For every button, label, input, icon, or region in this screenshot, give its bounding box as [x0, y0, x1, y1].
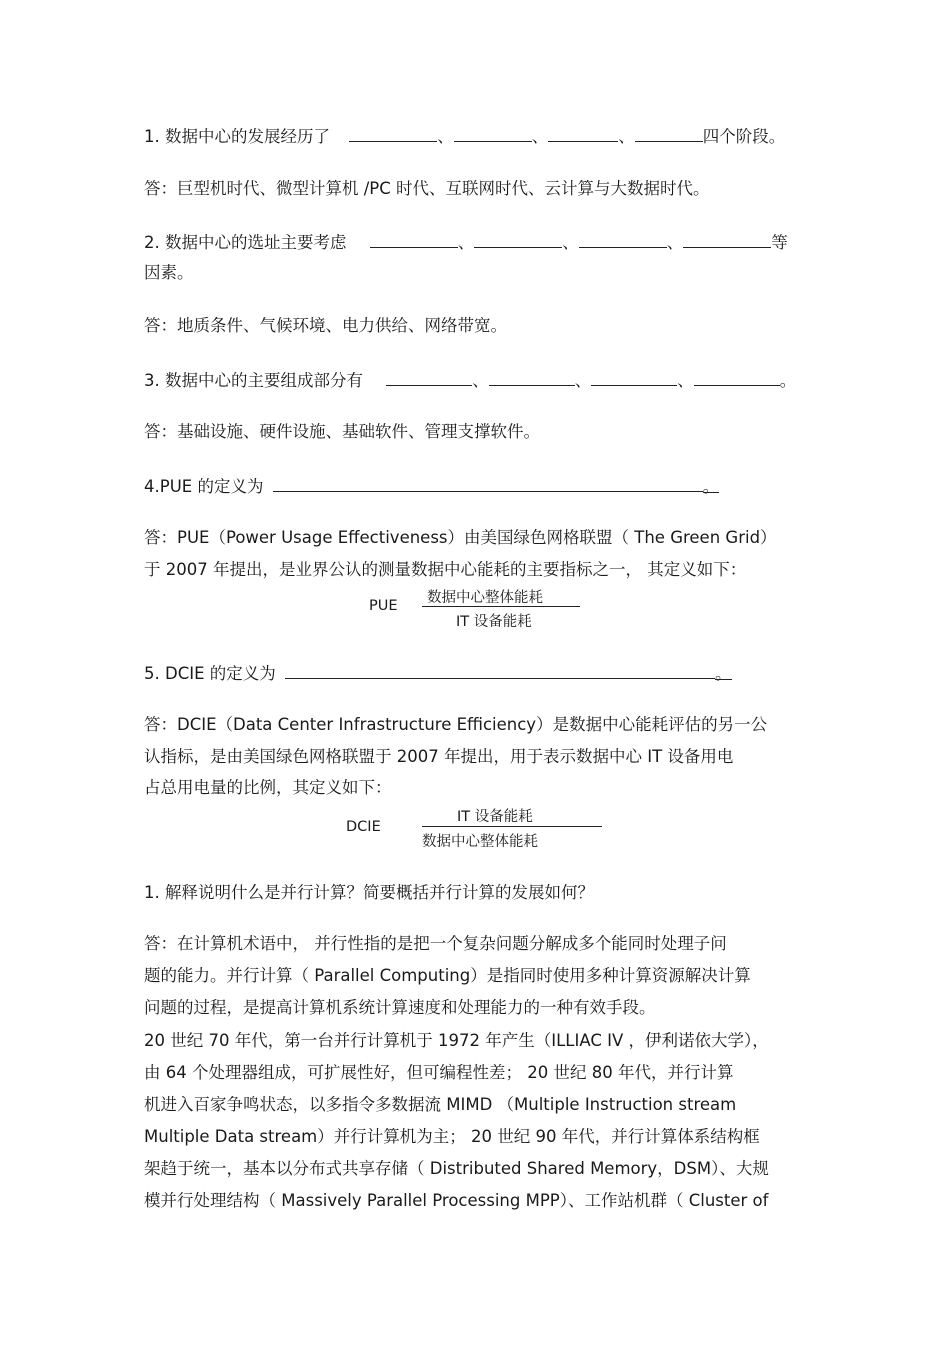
formula-numerator: IT 设备能耗 [457, 809, 533, 825]
separator: 、 [437, 127, 454, 146]
blank-field [694, 369, 780, 386]
question-1-lead: 1. 数据中心的发展经历了 [144, 127, 330, 146]
question-5 [144, 662, 732, 685]
separator: 、 [574, 371, 592, 390]
blank-field [386, 369, 472, 386]
formula-numerator: 数据中心整体能耗 [427, 590, 543, 606]
question-1 [144, 125, 785, 148]
question-3 [144, 369, 796, 392]
answer-6-line: 答：在计算机术语中， 并行性指的是把一个复杂问题分解成多个能同时处理子问 [144, 934, 727, 953]
question-4 [144, 475, 719, 498]
question-4-tail: 。 [702, 477, 720, 496]
separator: 、 [618, 127, 635, 146]
answer-6-line: Multiple Data stream）并行计算机为主； 20 世纪 90 年代，并行计算体系结构框 [144, 1127, 760, 1146]
question-5-tail: 。 [715, 664, 732, 683]
answer-6-line: 题的能力。并行计算（ Parallel Computing）是指同时使用多种计算资源解决计算 [144, 966, 751, 985]
blank-field [285, 662, 715, 679]
formula-denominator: IT 设备能耗 [456, 614, 532, 630]
blank-field [273, 475, 703, 492]
blank-field [683, 231, 771, 248]
answer-3: 答：基础设施、硬件设施、基础软件、管理支撑软件。 [144, 422, 540, 441]
question-2-lead: 2. 数据中心的选址主要考虑 [144, 233, 347, 252]
answer-6-line: 机进入百家争鸣状态，以多指令多数据流 MIMD （Multiple Instruction stream [144, 1095, 737, 1114]
fraction-bar [422, 606, 580, 607]
separator: 、 [472, 371, 489, 390]
blank-field [349, 125, 437, 142]
answer-6-line: 20 世纪 70 年代，第一台并行计算机于 1972 年产生（ILLIAC IV ，伊利诺依大学）， [144, 1031, 769, 1050]
question-6: 1. 解释说明什么是并行计算？简要概括并行计算的发展如何？ [144, 883, 594, 902]
separator: 、 [666, 233, 684, 252]
question-4-lead: 4.PUE 的定义为 [144, 477, 264, 496]
blank-field [579, 231, 667, 248]
formula-denominator: 数据中心整体能耗 [422, 834, 538, 850]
answer-5-line-3: 占总用电量的比例，其定义如下： [144, 778, 392, 797]
separator: 、 [562, 233, 579, 252]
question-1-tail: 四个阶段。 [702, 127, 786, 146]
fraction-bar [422, 826, 602, 827]
separator: 、 [531, 127, 549, 146]
answer-4-line-1: 答：PUE（Power Usage Effectiveness）由美国绿色网格联盟（ The Green Grid） [144, 528, 777, 547]
separator: 、 [457, 233, 475, 252]
answer-5-line-2: 认指标，是由美国绿色网格联盟于 2007 年提出，用于表示数据中心 IT 设备用电 [144, 747, 734, 766]
question-2-tail: 等 [771, 233, 788, 252]
answer-6-line: 问题的过程，是提高计算机系统计算速度和处理能力的一种有效手段。 [144, 998, 656, 1017]
blank-field [548, 125, 618, 142]
answer-1: 答：巨型机时代、微型计算机 /PC 时代、互联网时代、云计算与大数据时代。 [144, 179, 710, 198]
blank-field [489, 369, 575, 386]
question-3-tail: 。 [779, 371, 797, 390]
formula-lhs: DCIE [346, 819, 381, 835]
answer-6-line: 架趋于统一，基本以分布式共享存储（ Distributed Shared Memory，DSM）、大规 [144, 1159, 769, 1178]
question-5-lead: 5. DCIE 的定义为 [144, 664, 276, 683]
blank-field [635, 125, 703, 142]
formula-lhs: PUE [369, 598, 398, 614]
blank-field [370, 231, 458, 248]
blank-field [454, 125, 532, 142]
separator: 、 [677, 371, 694, 390]
answer-4-line-2: 于 2007 年提出，是业界公认的测量数据中心能耗的主要指标之一， 其定义如下： [144, 560, 747, 579]
question-3-lead: 3. 数据中心的主要组成部分有 [144, 371, 363, 390]
question-2-continued: 因素。 [144, 263, 194, 282]
answer-6-line: 由 64 个处理器组成，可扩展性好，但可编程性差； 20 世纪 80 年代，并行计算 [144, 1063, 734, 1082]
answer-6-line: 模并行处理结构（ Massively Parallel Processing MPP）、工作站机群（ Cluster of [144, 1191, 769, 1210]
question-2 [144, 231, 788, 254]
answer-5-line-1: 答：DCIE（Data Center Infrastructure Efficiency）是数据中心能耗评估的另一公 [144, 715, 768, 734]
blank-field [591, 369, 677, 386]
blank-field [474, 231, 562, 248]
answer-2: 答：地质条件、气候环境、电力供给、网络带宽。 [144, 316, 507, 335]
